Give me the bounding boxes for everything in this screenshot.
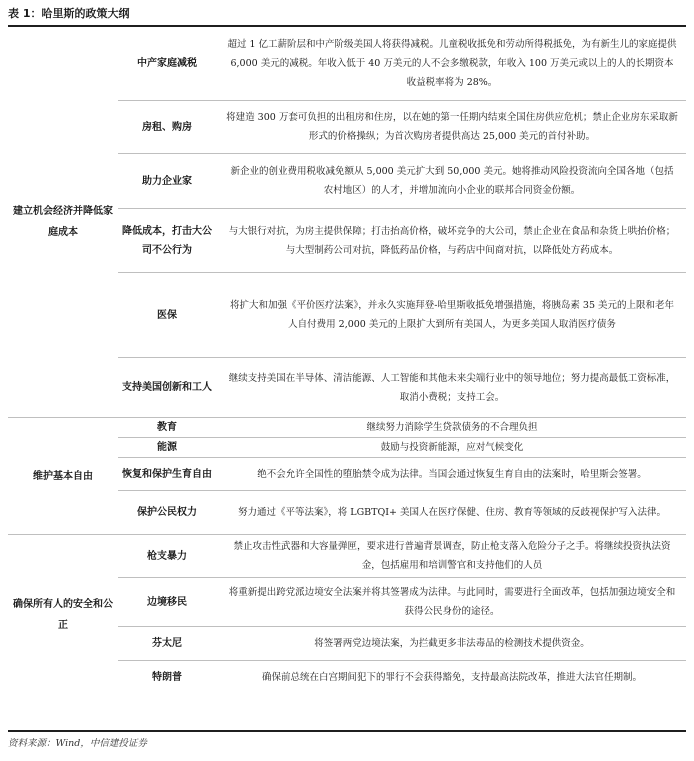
table-bottom-rule [8, 730, 686, 732]
policy-label: 教育 [118, 417, 216, 437]
policy-detail: 绝不会允许全国性的堕胎禁令成为法律。当国会通过恢复生育自由的法案时，哈里斯会签署。 [216, 457, 686, 490]
policy-label: 中产家庭减税 [137, 58, 197, 69]
policy-label: 医保 [118, 272, 216, 357]
policy-label: 恢复和保护生育自由 [118, 457, 216, 490]
policy-label: 特朗普 [118, 660, 216, 694]
policy-detail: 超过 1 亿工薪阶层和中产阶级美国人将获得减税。儿童税收抵免和劳动所得税抵免，为有新生儿的家庭提供 6,000 美元的减税。年收入低于 40 万美元的人不会多缴税款，年收入 100 万美元或以上的人的长期资本收益税率将为 28%。 [227, 39, 677, 88]
policy-label: 降低成本，打击大公司不公行为 [118, 208, 216, 272]
policy-table [8, 27, 686, 730]
policy-detail: 与大银行对抗，为房主提供保障；打击抬高价格，破坏竞争的大公司，禁止企业在食品和杂货上哄抬价格；与大型制药公司对抗，降低药品价格，与药店中间商对抗，以降低处方药成本。 [216, 208, 686, 272]
policy-detail: 将重新提出跨党派边境安全法案并将其签署成为法律。与此同时，需要进行全面改革，包括加强边境安全和获得公民身份的途径。 [216, 577, 686, 626]
policy-label: 边境移民 [118, 577, 216, 626]
policy-detail: 继续努力消除学生贷款债务的不合理负担 [216, 417, 686, 437]
policy-detail: 努力通过《平等法案》，将 LGBTQI+ 美国人在医疗保健、住房、教育等领域的反歧视保护写入法律。 [216, 490, 686, 534]
policy-detail: 禁止攻击性武器和大容量弹匣，要求进行普遍背景调查，防止枪支落入危险分子之手。将继续投资执法资金，包括雇用和培训警官和支持他们的人员 [216, 534, 686, 577]
policy-detail: 新企业的创业费用税收减免额从 5,000 美元扩大到 50,000 美元。她将推动风险投资流向全国各地（包括农村地区）的人才，并增加流向小企业的联邦合同资金份额。 [216, 153, 686, 208]
policy-detail: 将扩大和加强《平价医疗法案》，并永久实施拜登-哈里斯收抵免增强措施，将胰岛素 35 美元的上限和老年人自付费用 2,000 美元的上限扩大到所有美国人，为更多美国人取消医疗债务 [216, 272, 686, 357]
policy-detail: 将建造 300 万套可负担的出租房和住房，以在她的第一任期内结束全国住房供应危机；禁止企业房东采取新形式的价格操纵；为首次购房者提供高达 25,000 美元的首付补助。 [216, 100, 686, 153]
policy-label: 房租、购房 [118, 100, 216, 153]
policy-label: 枪支暴力 [118, 534, 216, 577]
source-note: 资料来源：Wind，中信建投证券 [8, 738, 147, 749]
policy-detail: 继续支持美国在半导体、清洁能源、人工智能和其他未来尖端行业中的领导地位；努力提高最低工资标准，取消小费税；支持工会。 [216, 357, 686, 417]
category-safety-justice: 确保所有人的安全和公正 [8, 534, 118, 694]
policy-detail: 确保前总统在白宫期间犯下的罪行不会获得豁免，支持最高法院改革，推进大法官任期制。 [216, 660, 686, 694]
policy-label: 助力企业家 [118, 153, 216, 208]
category-opportunity-economy: 建立机会经济并降低家庭成本 [13, 206, 113, 238]
policy-label: 支持美国创新和工人 [118, 357, 216, 417]
policy-detail: 鼓励与投资新能源，应对气候变化 [216, 437, 686, 457]
table-title: 表 1：哈里斯的政策大纲 [8, 7, 130, 20]
policy-detail: 将签署两党边境法案，为拦截更多非法毒品的检测技术提供资金。 [216, 626, 686, 660]
policy-label: 芬太尼 [118, 626, 216, 660]
policy-label: 能源 [118, 437, 216, 457]
category-basic-freedoms: 维护基本自由 [8, 417, 118, 534]
policy-label: 保护公民权力 [118, 490, 216, 534]
